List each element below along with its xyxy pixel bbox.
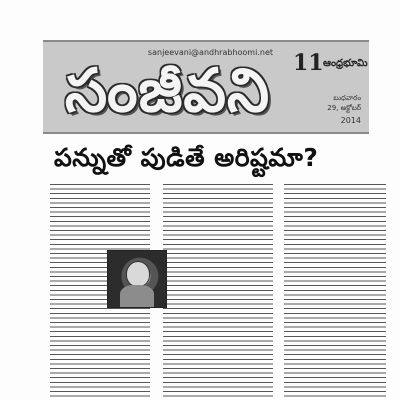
article-column-3 [284, 184, 386, 400]
paper-name: ఆంధ్రభూమి [323, 58, 368, 69]
year: 2014 [340, 116, 361, 125]
weekday: బుధవారం [333, 94, 361, 102]
masthead [43, 40, 369, 134]
date: 29, అక్టోబర్ [327, 104, 361, 112]
baby-body [120, 285, 154, 307]
masthead-email: sanjeevani@andhrabhoomi.net [147, 48, 273, 57]
article-body [50, 184, 390, 400]
baby-photo [107, 250, 167, 308]
masthead-title: సంజీవని [65, 56, 271, 126]
page-number: 11 [293, 50, 324, 76]
article-headline: పన్నుతో పుడితే అరిష్టమా? [54, 143, 319, 172]
baby-face [126, 261, 150, 287]
date-box [293, 50, 368, 128]
article-column-2 [163, 184, 273, 400]
